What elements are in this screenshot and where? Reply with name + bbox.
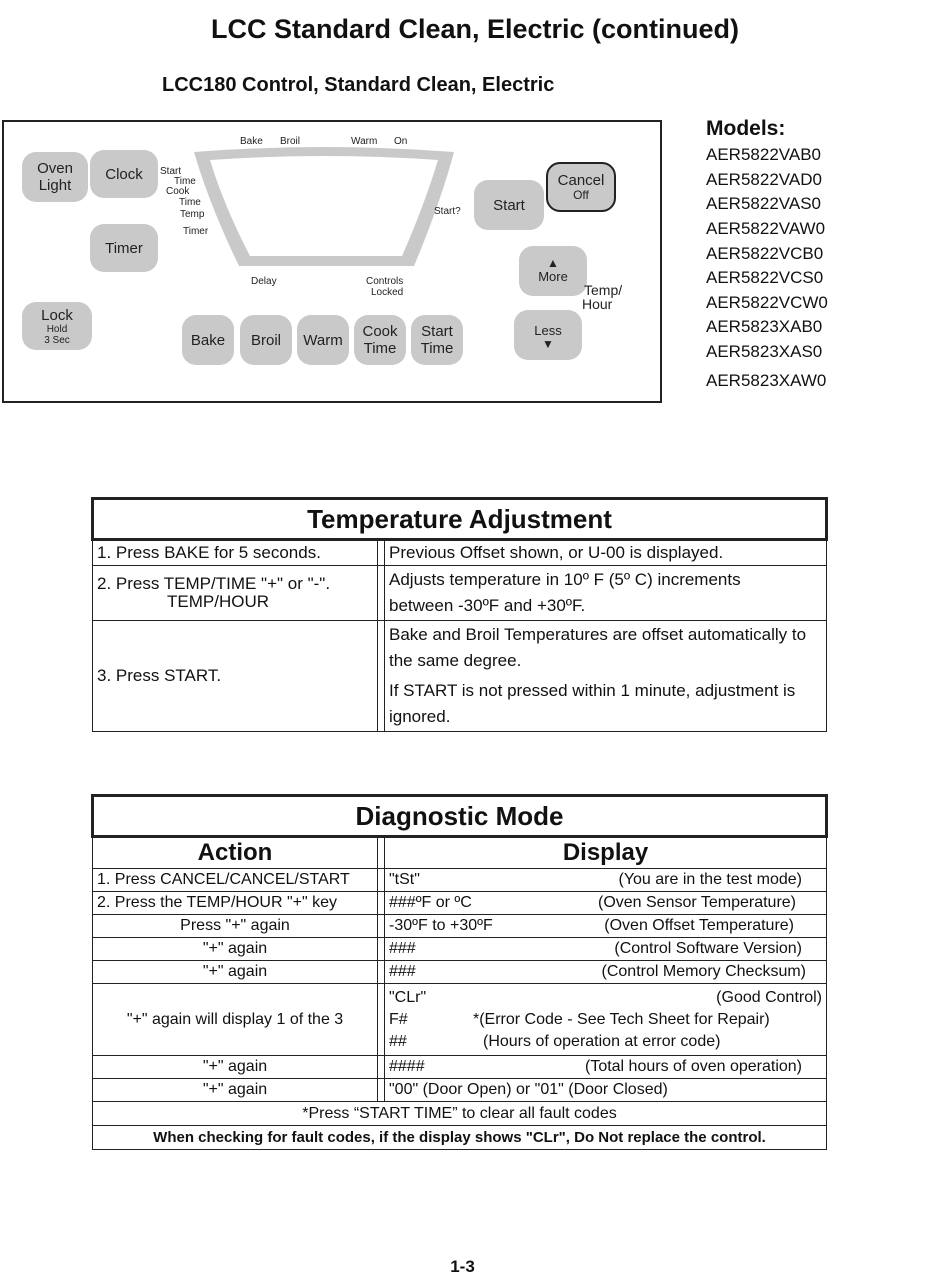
diag-code: -30ºF to +30ºF [389,917,493,934]
timer-button[interactable] [90,224,158,272]
temp-step-2-sub: TEMP/HOUR [167,592,269,611]
start-button[interactable] [474,180,544,230]
less-label: Less [534,322,562,338]
diag-code: "tSt" [389,871,420,888]
model-item: AER5823XAB0 [706,317,823,336]
temp-result-2a: Adjusts temperature in 10º F (5º C) increments [389,570,741,589]
display-label-start: Start [160,166,182,177]
temp-result-3a: Bake and Broil Temperatures are offset automatically to the same degree. [389,625,807,670]
start-time-label-1: Start [421,323,453,340]
diag-code: ## [389,1032,407,1050]
diag-action-3: Press "+" again [93,915,378,938]
control-panel-diagram [2,120,662,403]
diag-display-multi [385,984,827,1056]
temp-step-2: 2. Press TEMP/TIME "+" or "-". [97,574,331,593]
diag-display-8: "00" (Door Open) or "01" (Door Closed) [385,1079,827,1102]
clock-label: Clock [105,165,143,183]
display-window [184,144,464,274]
display-label-delay: Delay [251,276,277,287]
diag-action-2: 2. Press the TEMP/HOUR "+" key [93,892,378,915]
diag-code: ### [389,940,416,957]
diag-action-8: "+" again [93,1079,378,1102]
diag-desc: (Total hours of oven operation) [584,1058,802,1075]
diag-display-7 [385,1056,827,1079]
temp-hour-label-1: Temp/ [584,282,623,298]
up-arrow-icon: ▲ [547,255,559,270]
diag-desc: (Oven Sensor Temperature) [597,894,796,911]
temp-result-3b: If START is not pressed within 1 minute, adjustment is ignored. [389,681,796,726]
model-item: AER5822VAW0 [706,219,826,238]
warm-button[interactable] [297,315,349,365]
temp-step-2-cell [93,566,378,621]
diag-note-clear: *Press “START TIME” to clear all fault codes [93,1102,827,1126]
temp-step-1: 1. Press BAKE for 5 seconds. [93,540,378,566]
start-time-button[interactable] [411,315,463,365]
diag-desc: (You are in the test mode) [618,871,802,888]
cook-time-button[interactable] [354,315,406,365]
diag-code: #### [389,1058,425,1075]
start-label: Start [493,196,525,214]
temp-result-2-cell [385,566,827,621]
model-item: AER5822VAS0 [706,194,821,213]
down-arrow-icon: ▼ [542,336,554,351]
cancel-label: Cancel [557,172,605,189]
diag-display-2 [385,892,827,915]
model-item: AER5823XAW0 [706,371,827,390]
diag-action-5: "+" again [93,961,378,984]
diag-desc: *(Error Code - See Tech Sheet for Repair) [473,1010,770,1028]
display-label-controls: Controls [366,276,404,287]
diag-code: ### [389,963,416,980]
diag-col-display: Display [385,837,827,869]
more-button[interactable] [519,246,587,296]
display-label-temp: Temp [180,209,205,220]
diag-note-warning: When checking for fault codes, if the display shows "CLr", Do Not replace the control. [93,1126,827,1150]
temp-result-3-cell [385,621,827,732]
diag-action-1: 1. Press CANCEL/CANCEL/START [93,869,378,892]
temp-result-2b: between -30ºF and +30ºF. [389,596,586,615]
display-label-locked: Locked [371,287,404,298]
display-label-cook: Cook [166,186,190,197]
diag-desc: (Control Memory Checksum) [601,963,806,980]
cancel-button[interactable] [546,162,616,212]
less-button[interactable] [514,310,582,360]
temp-hour-label-2: Hour [582,296,613,312]
diag-code: F# [389,1010,408,1028]
oven-light-label-1: Oven [37,160,73,177]
start-time-label-2: Time [420,340,454,357]
lock-label: Lock [41,306,73,324]
display-label-time1: Time [174,176,196,187]
models-heading: Models: [706,117,786,140]
display-label-timer: Timer [183,226,209,237]
lock-hold-label: Hold [46,323,68,335]
broil-label: Broil [250,331,281,349]
diag-desc: (Oven Offset Temperature) [604,917,794,934]
diagnostic-mode-table [91,794,828,1150]
model-item: AER5822VCW0 [706,293,828,312]
diag-col-action: Action [93,837,378,869]
display-label-start-q: Start? [434,206,461,217]
bake-label: Bake [190,331,226,349]
oven-light-label-2: Light [38,177,72,194]
model-item: AER5822VAB0 [706,145,821,164]
diag-display-3 [385,915,827,938]
diag-display-4 [385,938,827,961]
display-label-broil: Broil [280,136,301,147]
section-subtitle: LCC180 Control, Standard Clean, Electric [162,74,555,96]
display-label-bake: Bake [240,136,263,147]
model-item: AER5823XAS0 [706,342,823,361]
broil-button[interactable] [240,315,292,365]
model-item: AER5822VAD0 [706,170,822,189]
temp-adjust-title: Temperature Adjustment [93,499,827,540]
bake-button[interactable] [182,315,234,365]
cook-time-label-1: Cook [362,323,398,340]
page-title: LCC Standard Clean, Electric (continued) [210,14,740,44]
diag-action-7: "+" again [93,1056,378,1079]
temp-result-1: Previous Offset shown, or U-00 is displayed. [385,540,827,566]
page-number: 1-3 [450,1257,475,1276]
diag-action-4: "+" again [93,938,378,961]
cancel-off-label: Off [573,188,589,202]
model-item: AER5822VCB0 [706,244,824,263]
clock-button[interactable] [90,150,158,198]
diag-display-1 [385,869,827,892]
cook-time-label-2: Time [363,340,397,357]
temp-step-3: 3. Press START. [93,621,378,732]
lock-3sec-label: 3 Sec [44,334,70,346]
display-label-time2: Time [179,197,201,208]
lock-button[interactable] [22,302,92,350]
diag-code: "CLr" [389,988,427,1006]
more-label: More [538,268,568,284]
diag-desc: (Control Software Version) [614,940,802,957]
diag-title: Diagnostic Mode [93,796,827,837]
diag-desc: (Hours of operation at error code) [483,1032,721,1050]
diag-action-multi: "+" again will display 1 of the 3 [93,984,378,1056]
diag-display-5 [385,961,827,984]
display-label-warm: Warm [351,136,378,147]
warm-label: Warm [303,331,343,349]
temperature-adjustment-table [91,497,828,732]
display-label-on: On [394,136,408,147]
model-item: AER5822VCS0 [706,268,824,287]
oven-light-button[interactable] [22,152,88,202]
timer-label: Timer [105,239,143,257]
diag-code: ###ºF or ºC [389,894,472,911]
diag-desc: (Good Control) [716,988,822,1006]
